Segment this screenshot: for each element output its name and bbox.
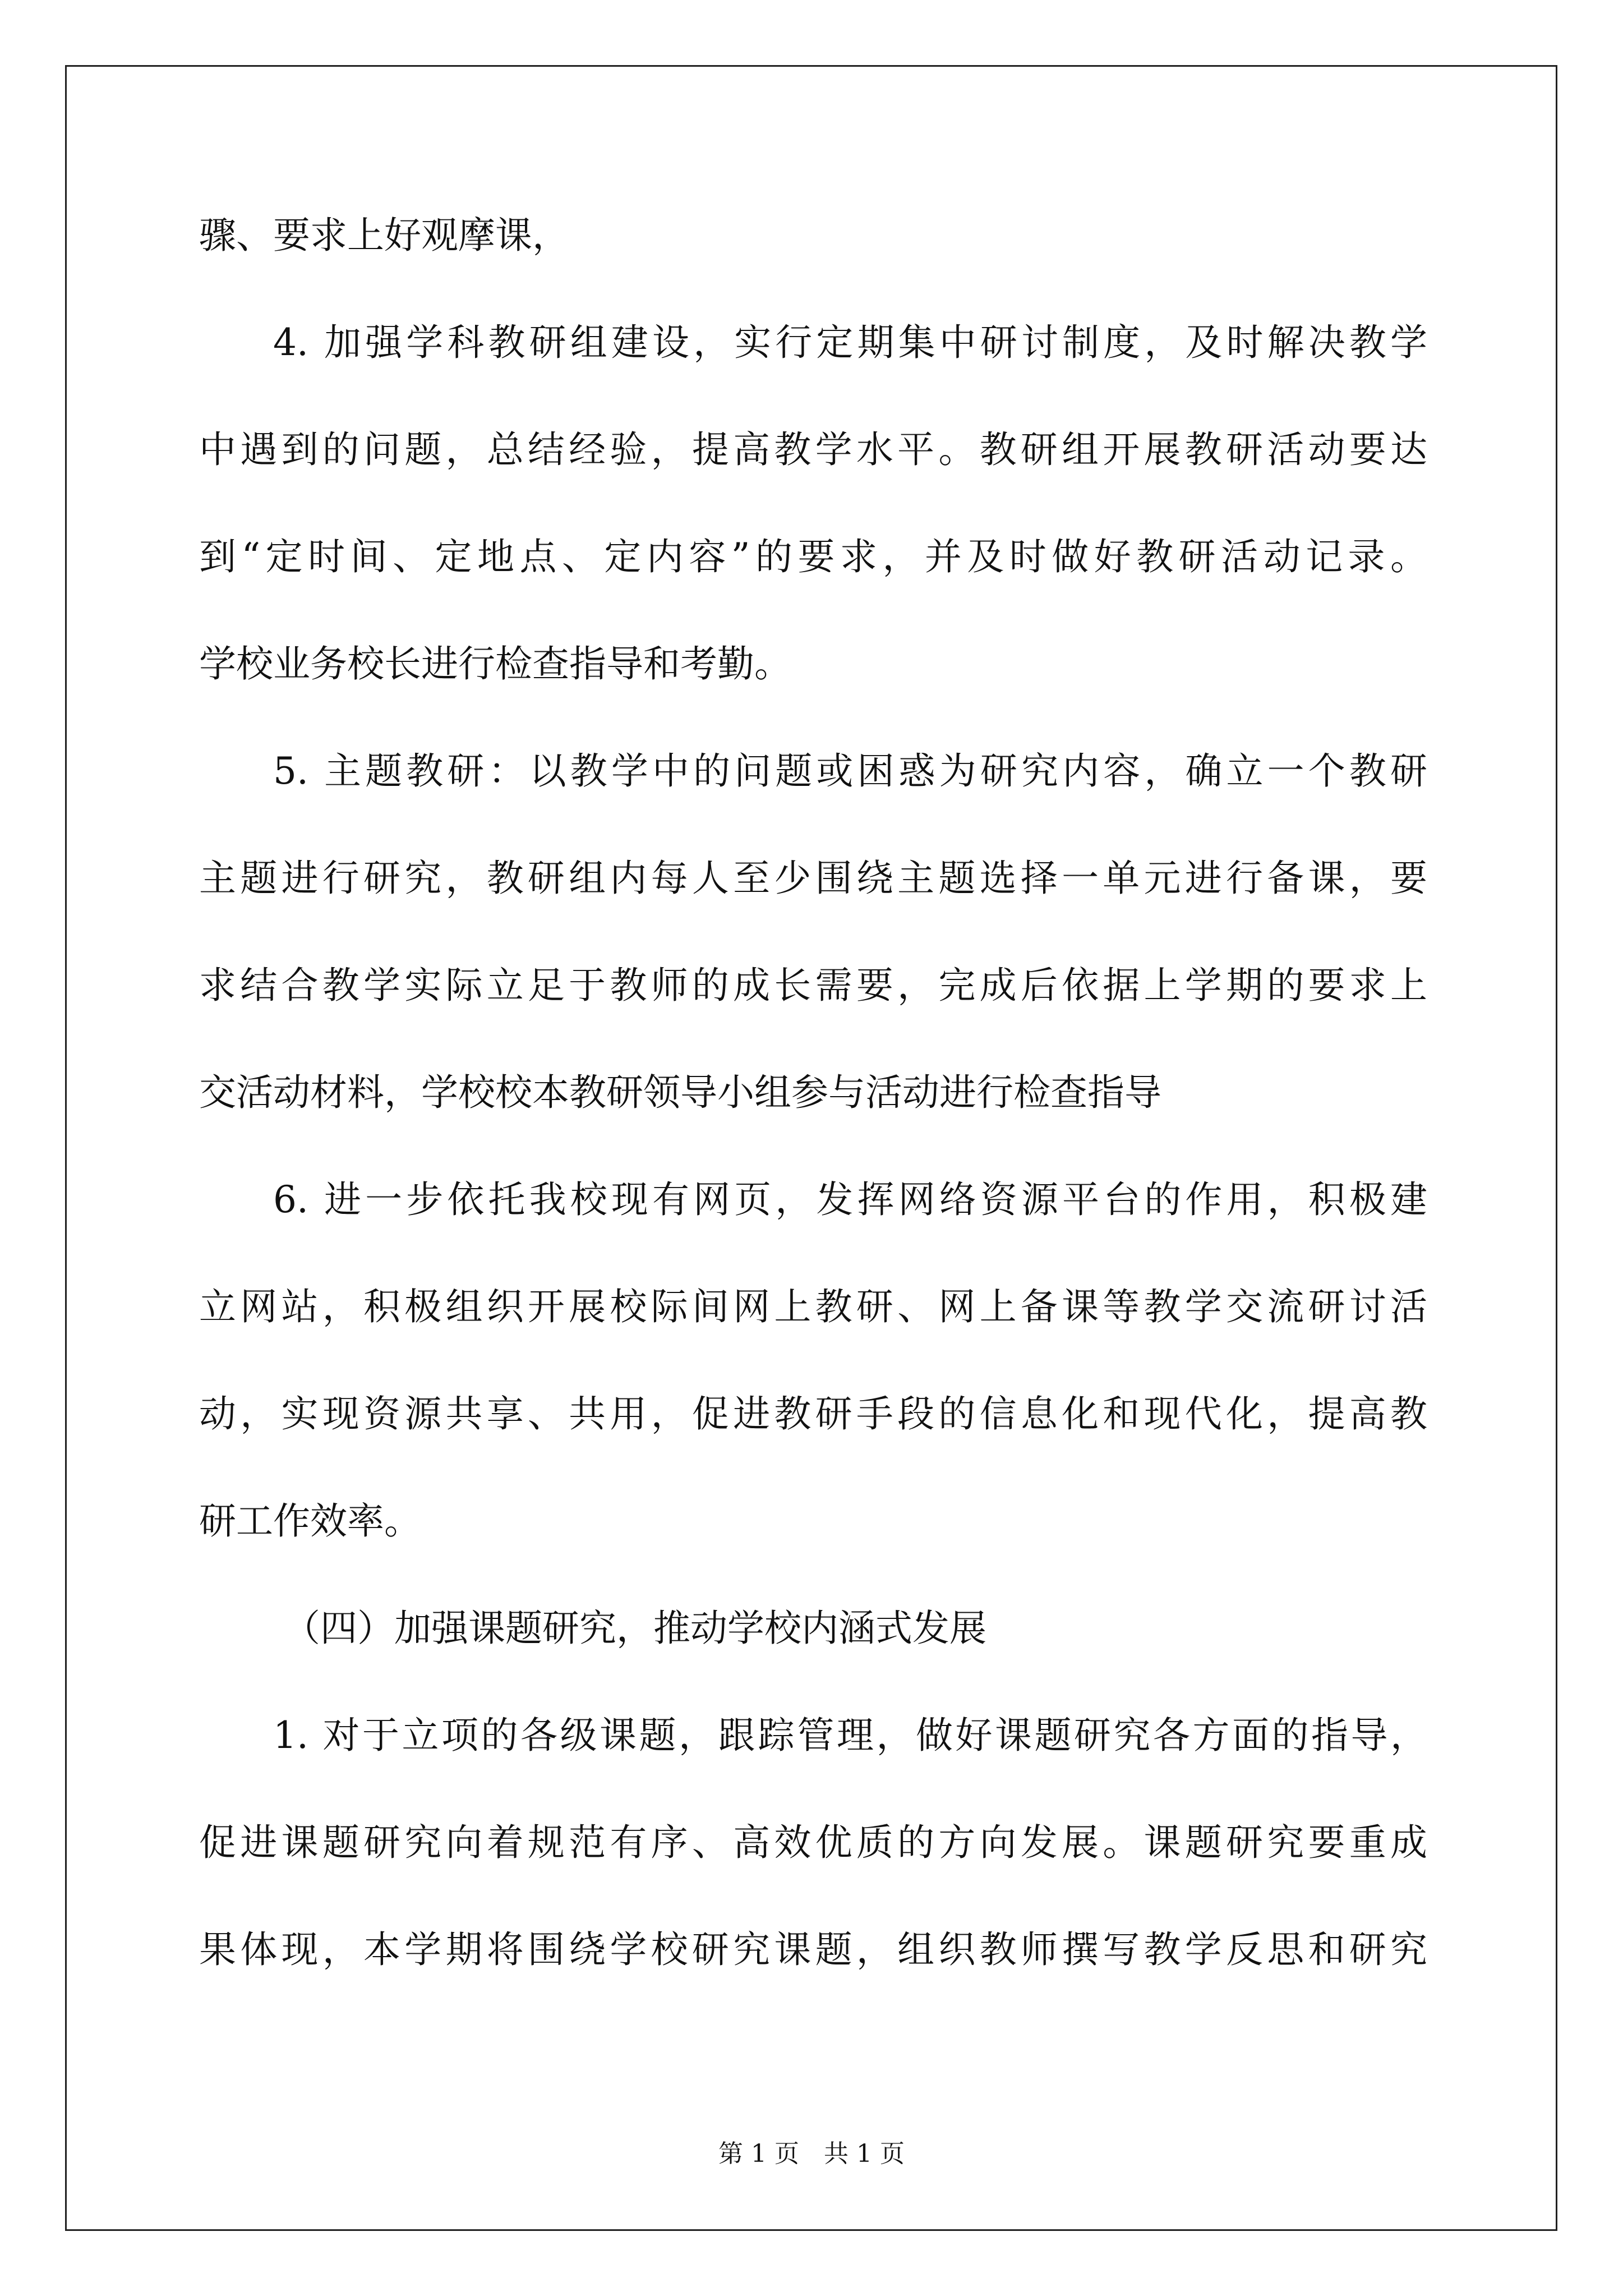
text-line: 求结合教学实际立足于教师的成长需要，完成后依据上学期的要求上 <box>199 964 1427 1007</box>
text-line: 5. 主题教研：以教学中的问题或困惑为研究内容，确立一个教研 <box>273 749 1427 793</box>
text-line: 主题进行研究，教研组内每人至少围绕主题选择一单元进行备课，要 <box>199 857 1427 900</box>
text-line: 研工作效率。 <box>199 1499 421 1543</box>
text-line: 交活动材料，学校校本教研领导小组参与活动进行检查指导 <box>199 1071 1161 1114</box>
text-line: 4. 加强学科教研组建设，实行定期集中研讨制度，及时解决教学 <box>273 321 1427 364</box>
text-line: 立网站，积极组织开展校际间网上教研、网上备课等教学交流研讨活 <box>199 1285 1427 1328</box>
text-line: 骤、要求上好观摩课， <box>199 214 569 257</box>
text-line: 动，实现资源共享、共用，促进教研手段的信息化和现代化，提高教 <box>199 1392 1427 1435</box>
text-line: 学校业务校长进行检查指导和考勤。 <box>199 642 791 685</box>
text-line: 到“定时间、定地点、定内容”的要求，并及时做好教研活动记录。 <box>199 535 1427 578</box>
text-line: 1. 对于立项的各级课题，跟踪管理，做好课题研究各方面的指导， <box>273 1714 1427 1757</box>
page-number-footer: 第 1 页 共 1 页 <box>718 2139 905 2168</box>
text-line: 中遇到的问题，总结经验，提高教学水平。教研组开展教研活动要达 <box>199 428 1427 471</box>
text-line: 6. 进一步依托我校现有网页，发挥网络资源平台的作用，积极建 <box>273 1178 1427 1221</box>
section-heading: （四）加强课题研究，推动学校内涵式发展 <box>283 1607 986 1650</box>
text-line: 促进课题研究向着规范有序、高效优质的方向发展。课题研究要重成 <box>199 1821 1427 1864</box>
page-frame <box>65 65 1557 2231</box>
text-line: 果体现，本学期将围绕学校研究课题，组织教师撰写教学反思和研究 <box>199 1928 1427 1971</box>
